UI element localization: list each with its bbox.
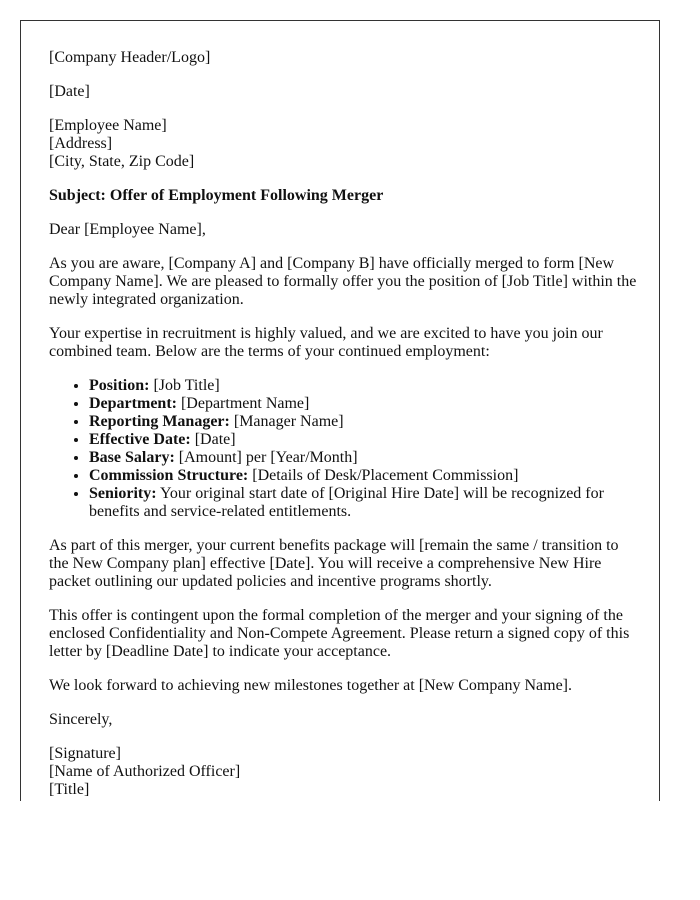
term-label: Effective Date: — [89, 431, 191, 448]
term-label: Department: — [89, 395, 177, 412]
term-commission-structure — [89, 467, 639, 485]
subject-text: Subject: Offer of Employment Following Merger — [49, 187, 384, 204]
letter-content — [49, 49, 639, 801]
subject-line — [49, 187, 639, 205]
term-label: Commission Structure: — [89, 467, 249, 484]
officer-title: [Title] — [49, 781, 90, 798]
terms-intro-paragraph: Your expertise in recruitment is highly valued, and we are excited to have you join our combined team. Below are the terms of your continued employment: — [49, 325, 603, 360]
term-effective-date — [89, 431, 639, 449]
recipient-address: [Address] — [49, 135, 113, 152]
closing-paragraph: We look forward to achieving new milestones together at [New Company Name]. — [49, 677, 572, 694]
term-value: [Date] — [190, 431, 236, 448]
term-label: Position: — [89, 377, 150, 394]
term-label: Reporting Manager: — [89, 413, 230, 430]
signature-line: [Signature] — [49, 745, 121, 762]
recipient-block — [49, 117, 639, 171]
signature-block — [49, 745, 639, 799]
term-seniority — [89, 485, 639, 521]
term-value: [Details of Desk/Placement Commission] — [248, 467, 519, 484]
term-value: [Department Name] — [176, 395, 310, 412]
terms-list — [49, 377, 639, 521]
letter-date: [Date] — [49, 83, 90, 100]
contingency-paragraph: This offer is contingent upon the formal completion of the merger and your signing of the enclosed Confidentiality and Non-Compete Agreement. Please return a signed copy of this letter by [Deadline Date] to indicate your acceptance. — [49, 607, 630, 660]
salutation: Dear [Employee Name], — [49, 221, 206, 238]
officer-name: [Name of Authorized Officer] — [49, 763, 241, 780]
recipient-city-state-zip: [City, State, Zip Code] — [49, 153, 195, 170]
intro-paragraph: As you are aware, [Company A] and [Company B] have officially merged to form [New Company Name]. We are pleased to formally offer you the position of [Job Title] within the newly integrated organization. — [49, 255, 637, 308]
letter-page — [20, 20, 660, 801]
term-label: Base Salary: — [89, 449, 175, 466]
term-value: [Amount] per [Year/Month] — [174, 449, 358, 466]
benefits-paragraph: As part of this merger, your current benefits package will [remain the same / transition to the New Company plan] effective [Date]. You will receive a comprehensive New Hire packet outlining our updated policies and incentive programs shortly. — [49, 537, 619, 590]
term-value: Your original start date of [Original Hire Date] will be recognized for benefits and service-related entitlements. — [89, 485, 604, 520]
term-department — [89, 395, 639, 413]
valediction: Sincerely, — [49, 711, 113, 728]
term-value: [Job Title] — [149, 377, 220, 394]
term-value: [Manager Name] — [229, 413, 344, 430]
term-base-salary — [89, 449, 639, 467]
term-position — [89, 377, 639, 395]
term-label: Seniority: — [89, 485, 157, 502]
term-reporting-manager — [89, 413, 639, 431]
company-header: [Company Header/Logo] — [49, 49, 211, 66]
recipient-name: [Employee Name] — [49, 117, 167, 134]
